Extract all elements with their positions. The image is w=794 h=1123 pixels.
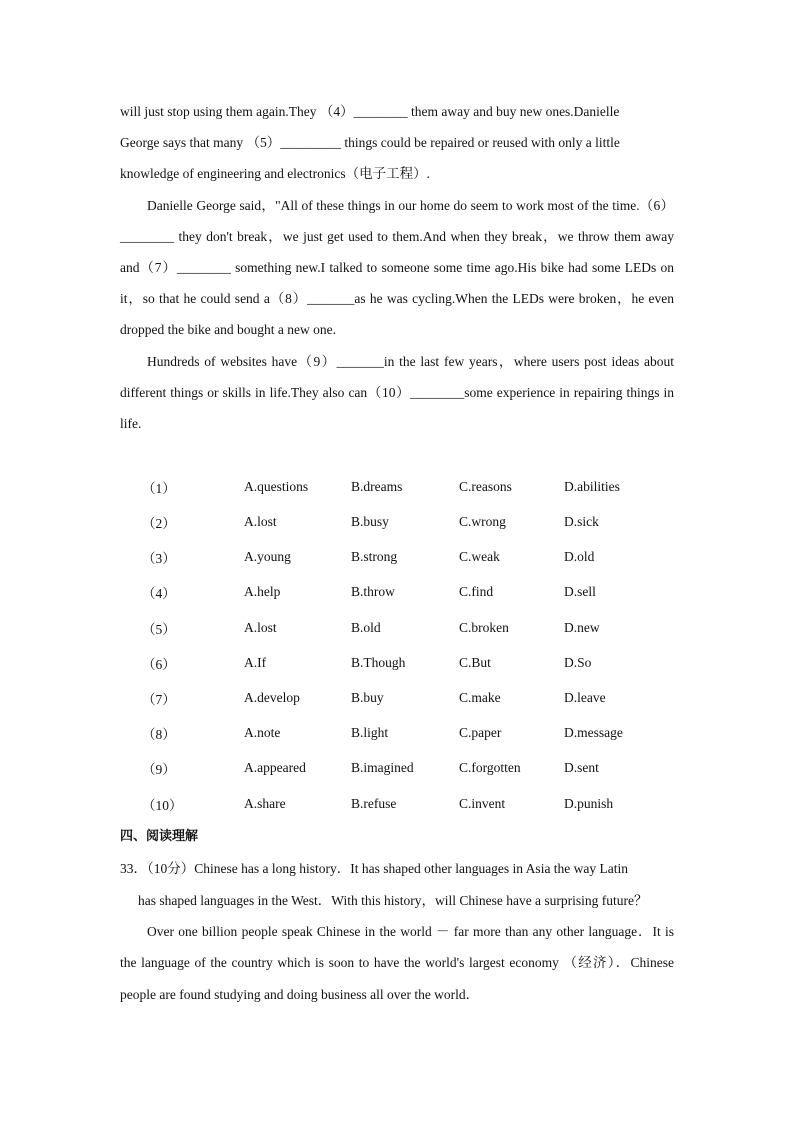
option-row	[142, 610, 674, 645]
option-d: D.So	[564, 654, 592, 670]
option-row	[142, 469, 674, 504]
option-row	[142, 540, 674, 575]
option-b: B.busy	[351, 514, 389, 530]
option-number: （9）	[142, 762, 176, 778]
option-c: C.forgotten	[459, 760, 521, 776]
document-page	[120, 96, 674, 1010]
option-a: A.lost	[244, 619, 277, 635]
option-b: B.light	[351, 725, 389, 741]
option-number: （6）	[142, 656, 176, 672]
option-c: C.find	[459, 584, 494, 600]
option-c: C.broken	[459, 619, 509, 635]
option-b: B.strong	[351, 549, 398, 565]
question-33-line2: has shaped languages in the West．With this history，will Chinese have a surprising future？	[138, 892, 648, 908]
option-number: （1）	[142, 480, 176, 496]
option-d: D.punish	[564, 795, 614, 811]
option-number: （2）	[142, 516, 176, 532]
option-a: A.help	[244, 584, 281, 600]
option-a: A.lost	[244, 514, 277, 530]
option-number: （4）	[142, 586, 176, 602]
option-number: （3）	[142, 551, 176, 567]
passage-paragraph-1	[120, 96, 674, 190]
option-number: （10）	[142, 797, 183, 813]
passage-p1-line2: George says that many （5）_________ things could be repaired or reused with only a little	[120, 135, 620, 151]
passage-paragraph-2: Danielle George said，"All of these things in our home do seem to work most of the time.（6）________ they don't break，we just get used to them.And when they break，we throw them away and（7）________ something new.I talked to someone some time ago.His bike had some LEDs on it，so that he could send a（8）_______as he was cycling.When the LEDs were broken，he even dropped the bike and bought a new one.	[120, 197, 674, 338]
option-a: A.develop	[244, 689, 300, 705]
option-b: B.imagined	[351, 760, 414, 776]
option-c: C.invent	[459, 795, 506, 811]
option-a: A.share	[244, 795, 286, 811]
option-d: D.sent	[564, 760, 599, 776]
question-33-heading	[120, 853, 674, 916]
option-row	[142, 645, 674, 680]
option-d: D.sell	[564, 584, 596, 600]
option-row	[142, 504, 674, 539]
option-row	[142, 680, 674, 715]
option-row	[142, 716, 674, 751]
passage-paragraph-3: Hundreds of websites have（9）_______in the last few years，where users post ideas about different things or skills in life.They also can（10）________some experience in repairing things in life.	[120, 353, 674, 432]
option-d: D.new	[564, 619, 600, 635]
question-33-body: Over one billion people speak Chinese in the world － far more than any other language．It is the language of the country which is soon to have the world's largest economy （经济）．Chinese people are found studying and doing business all over the world．	[120, 924, 674, 1002]
option-b: B.old	[351, 619, 381, 635]
option-d: D.message	[564, 725, 623, 741]
section-title: 四、阅读理解	[120, 829, 199, 845]
option-row	[142, 751, 674, 786]
option-a: A.If	[244, 654, 267, 670]
passage-p1-line1: will just stop using them again.They （4）________ them away and buy new ones.Danielle	[120, 104, 620, 119]
option-c: C.reasons	[459, 478, 512, 494]
option-row	[142, 575, 674, 610]
option-b: B.buy	[351, 689, 384, 705]
option-b: B.dreams	[351, 478, 403, 494]
option-c: C.weak	[459, 549, 500, 565]
answer-options-table	[142, 469, 674, 821]
option-c: C.make	[459, 689, 501, 705]
option-a: A.appeared	[244, 760, 306, 776]
option-b: B.throw	[351, 584, 395, 600]
option-a: A.questions	[244, 478, 309, 494]
option-b: B.refuse	[351, 795, 397, 811]
passage-p1-line3: knowledge of engineering and electronics（电子工程）.	[120, 166, 431, 182]
option-number: （5）	[142, 621, 176, 637]
option-c: C.paper	[459, 725, 502, 741]
option-number: （8）	[142, 727, 176, 743]
option-d: D.leave	[564, 689, 606, 705]
option-number: （7）	[142, 691, 176, 707]
option-a: A.note	[244, 725, 281, 741]
question-33-line1: 33．（10分）Chinese has a long history．It has shaped other languages in Asia the way Latin	[120, 861, 629, 877]
option-c: C.wrong	[459, 514, 506, 530]
option-row	[142, 786, 674, 821]
option-c: C.But	[459, 654, 491, 670]
option-b: B.Though	[351, 654, 406, 670]
option-d: D.old	[564, 549, 595, 565]
option-d: D.sick	[564, 514, 599, 530]
option-d: D.abilities	[564, 478, 620, 494]
option-a: A.young	[244, 549, 291, 565]
